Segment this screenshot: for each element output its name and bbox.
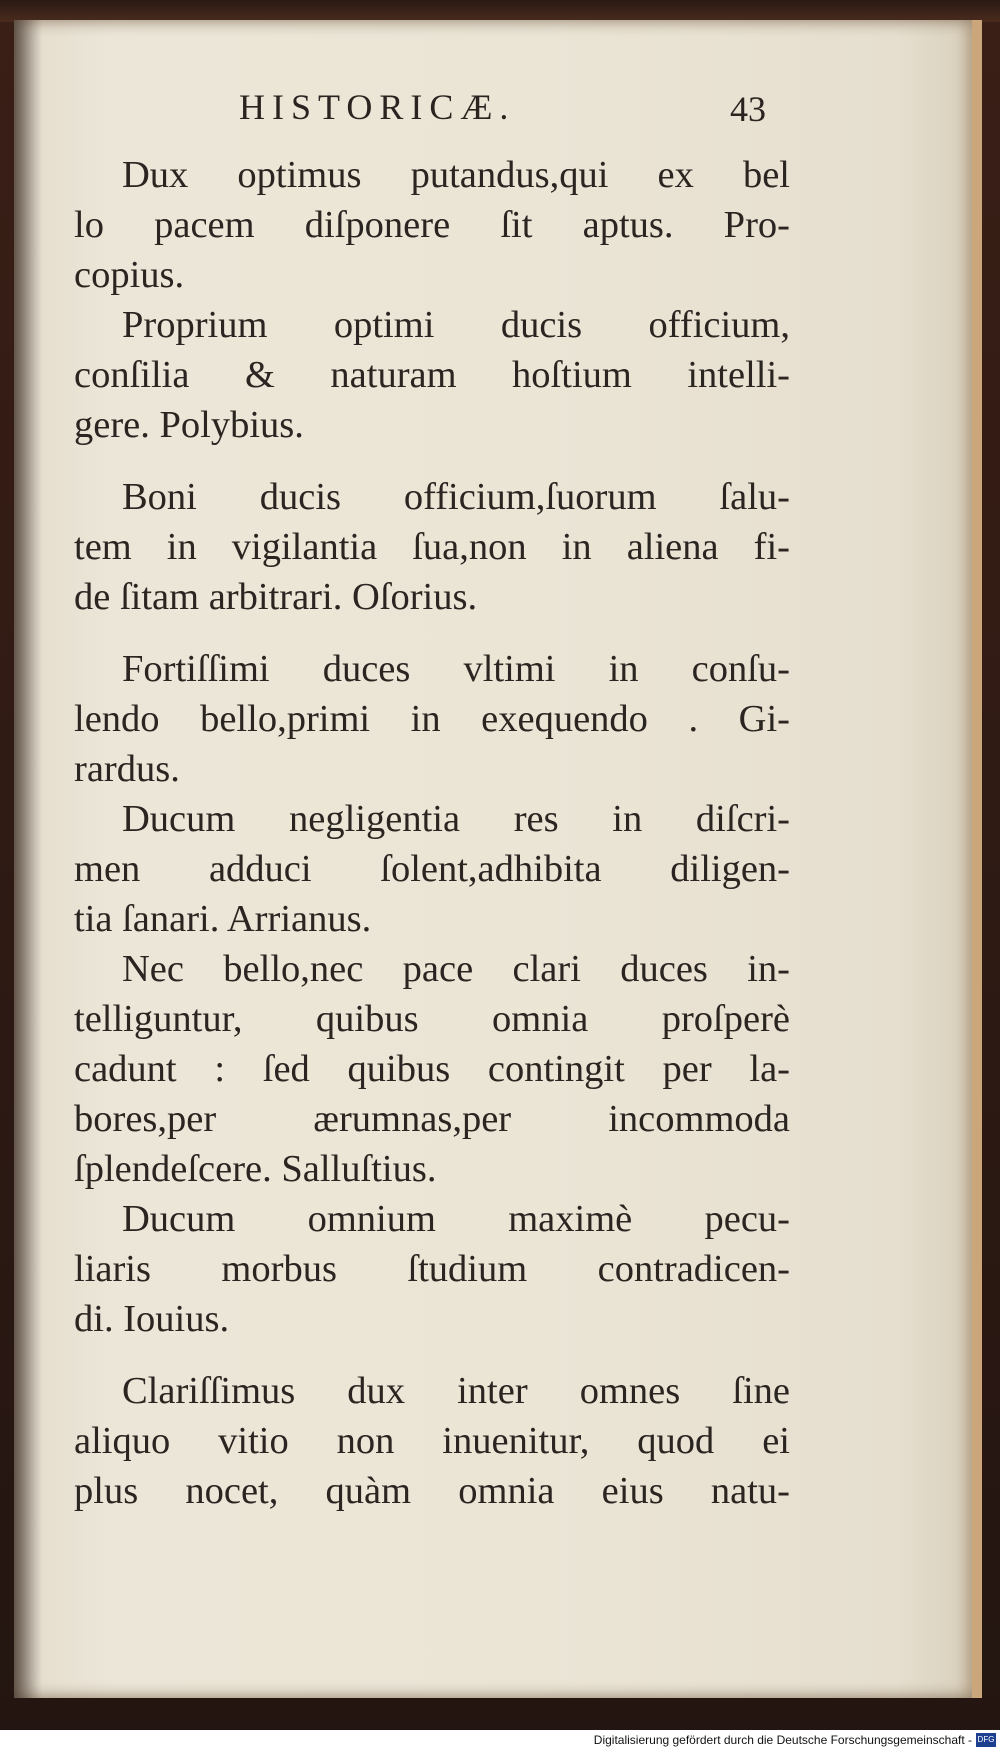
digitization-footer [0,1730,1000,1751]
funding-credit: Digitalisierung gefördert durch die Deutsche Forschungsgemeinschaft - [593,1733,972,1747]
text-line: rardus. [74,748,180,790]
text-line: Fortiſſimi duces vltimi in conſu- [122,648,790,690]
dfg-logo: DFG [976,1733,996,1747]
text-line: liaris morbus ſtudium contradicen- [74,1248,790,1290]
book-edge [0,0,1000,22]
book-page [14,20,982,1698]
text-line: aliquo vitio non inuenitur, quod ei [74,1420,790,1462]
text-line: conſilia & naturam hoſtium intelli- [74,354,790,396]
paragraph [74,300,790,450]
text-line: Boni ducis officium,ſuorum ſalu- [122,476,790,518]
text-line: copius. [74,254,185,296]
text-line: telliguntur, quibus omnia proſperè [74,998,790,1040]
paragraph [74,944,790,1194]
text-line: tia ſanari. Arrianus. [74,898,372,940]
running-head: HISTORICÆ. [239,87,516,127]
paragraph [74,472,790,622]
text-line: Nec bello,nec pace clari duces in- [122,948,790,990]
text-line: de ſitam arbitrari. Oſorius. [74,576,478,618]
text-line: tem in vigilantia ſua,non in aliena fi- [74,526,790,568]
paragraph [74,794,790,944]
page-text [74,150,790,1516]
text-line: gere. Polybius. [74,404,304,446]
text-line: men adduci ſolent,adhibita diligen- [74,848,790,890]
page-header [14,86,972,146]
text-line: lendo bello,primi in exequendo . Gi- [74,698,790,740]
gutter-shadow [14,20,42,1698]
paragraph [74,150,790,300]
text-line: Dux optimus putandus,qui ex bel [122,154,790,196]
text-line: Ducum omnium maximè pecu- [122,1198,790,1240]
text-line: Ducum negligentia res in diſcri- [122,798,790,840]
paragraph [74,1194,790,1344]
text-line: di. Iouius. [74,1298,230,1340]
page-number: 43 [730,89,766,129]
text-line: Clariſſimus dux inter omnes ſine [122,1370,790,1412]
text-line: lo pacem diſponere ſit aptus. Pro- [74,204,790,246]
text-line: plus nocet, quàm omnia eius natu- [74,1470,790,1512]
text-line: cadunt : ſed quibus contingit per la- [74,1048,790,1090]
paragraph [74,644,790,794]
text-line: Proprium optimi ducis officium, [122,304,790,346]
text-line: bores,per ærumnas,per incommoda [74,1098,790,1140]
paragraph [74,1366,790,1516]
text-line: ſplendeſcere. Salluſtius. [74,1148,437,1190]
